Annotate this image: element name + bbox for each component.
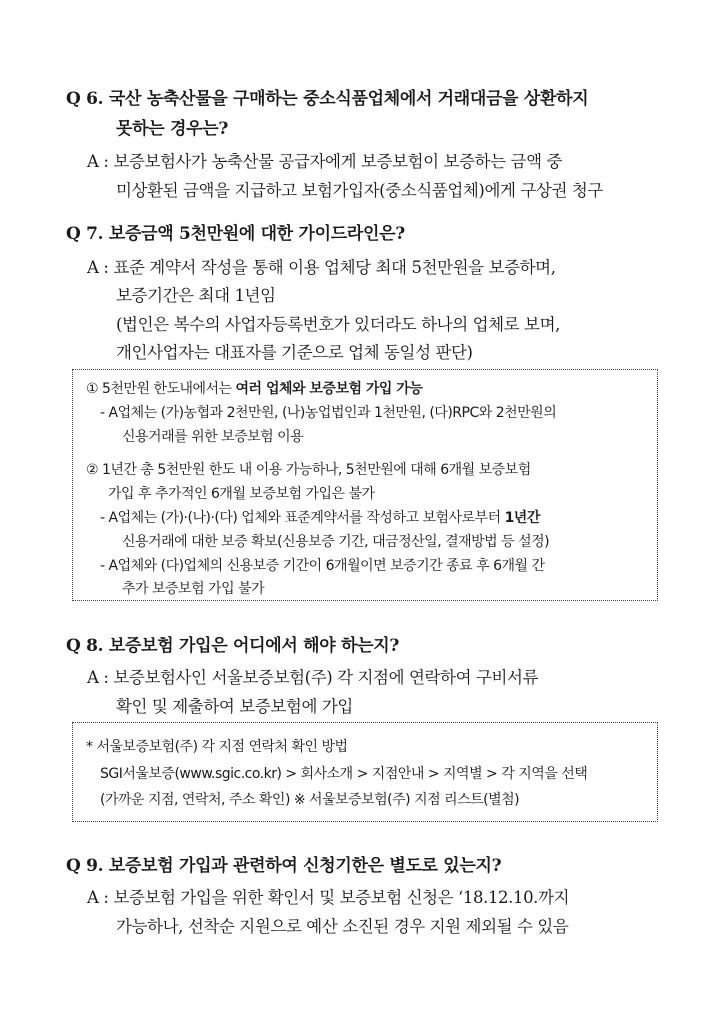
q6-title-line2: 못하는 경우는? [116,119,229,139]
box-item2-line2: 가입 후 추가적인 6개월 보증보험 가입은 불가 [108,486,375,502]
box-item2-line1: ② 1년간 총 5천만원 한도 내 이용 가능하나, 5천만원에 대해 6개월 보증보험 [86,462,531,478]
q9-answer-line2: 가능하나, 선착순 지원으로 예산 소진된 경우 지원 제외될 수 있음 [116,917,569,936]
q6-title-line1: Q 6. 국산 농축산물을 구매하는 중소식품업체에서 거래대금을 상환하지 [66,89,589,109]
q8-answer-line2: 확인 및 제출하여 보증보험에 가입 [116,697,353,716]
q8-answer-line1: A : 보증보험사인 서울보증보험(주) 각 지점에 연락하여 구비서류 [87,668,539,687]
box-item1-sub-line1: - A업체는 (가)농협과 2천만원, (나)농업법인과 1천만원, (다)RPC와 2천만원의 [100,405,557,421]
box-item1-bold: 여러 업체와 보증보험 가입 가능 [235,381,423,397]
q8-box-line3: (가까운 지점, 연락처, 주소 확인) ※ 서울보증보험(주) 지점 리스트(별첨) [100,792,520,808]
box-item2-sub1-line1 [100,507,540,527]
q6-answer-line1: A : 보증보험사가 농축산물 공급자에게 보증보험이 보증하는 금액 중 [87,152,562,171]
box-item2-sub1-prefix: - A업체는 (가)·(나)·(다) 업체와 표준계약서를 작성하고 보험사로부터 [100,510,505,526]
q7-answer-line1: A : 표준 계약서 작성을 통해 이용 업체당 최대 5천만원을 보증하며, [87,258,556,277]
box-item1-prefix: ① 5천만원 한도내에서는 [86,381,236,397]
box-item1-sub-line2: 신용거래를 위한 보증보험 이용 [122,429,304,445]
box-item2-sub1-line2: 신용거래에 대한 보증 확보(신용보증 기간, 대금정산일, 결재방법 등 설정) [122,534,550,550]
q8-box-line1: * 서울보증보험(주) 각 지점 연락처 확인 방법 [86,739,348,755]
box-item2-sub1-bold: 1년간 [504,510,540,526]
box-item2-sub2-line1: - A업체와 (다)업체의 신용보증 기간이 6개월이면 보증기간 종료 후 6개월 간 [100,558,545,574]
q7-answer-line4: 개인사업자는 대표자를 기준으로 업체 동일성 판단) [116,343,473,362]
q7-answer-line2: 보증기간은 최대 1년임 [116,286,276,305]
box-item1 [86,378,422,398]
q8-title: Q 8. 보증보험 가입은 어디에서 해야 하는지? [66,636,399,656]
q7-title: Q 7. 보증금액 5천만원에 대한 가이드라인은? [66,224,405,244]
q7-answer-line3: (법인은 복수의 사업자등록번호가 있더라도 하나의 업체로 보며, [116,315,560,334]
q6-answer-line2: 미상환된 금액을 지급하고 보험가입자(중소식품업체)에게 구상권 청구 [116,181,603,200]
q8-box-line2: SGI서울보증(www.sgic.co.kr) > 회사소개 > 지점안내 > 지역별 > 각 지역을 선택 [100,766,588,782]
box-item2-sub2-line2: 추가 보증보험 가입 불가 [122,581,265,597]
q9-answer-line1: A : 보증보험 가입을 위한 확인서 및 보증보험 신청은 ‘18.12.10.까지 [87,888,570,907]
q9-title: Q 9. 보증보험 가입과 관련하여 신청기한은 별도로 있는지? [66,856,502,876]
